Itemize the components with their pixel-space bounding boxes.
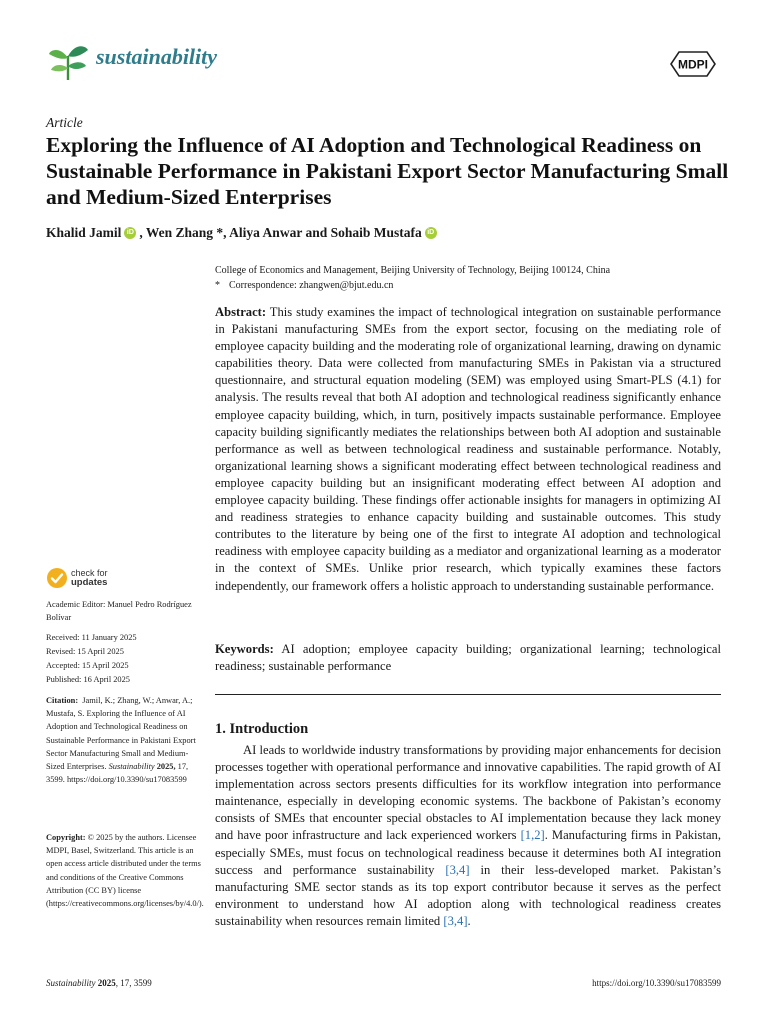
citation-doi[interactable]: 17, 3599. https://doi.org/10.3390/su17083599 bbox=[46, 762, 189, 785]
correspondence-mark: * bbox=[215, 280, 220, 291]
keywords bbox=[215, 641, 721, 675]
footer-citation bbox=[46, 978, 152, 988]
mdpi-logo-text: MDPI bbox=[678, 57, 708, 72]
author-list-rest[interactable]: , Wen Zhang *, Aliya Anwar and Sohaib Mustafa bbox=[139, 225, 422, 240]
abstract-text: This study examines the impact of technological integration on sustainable performance in Pakistani manufacturing SMEs from the export sector, focusing on the mediating role of employee capacity building and the moderating role of organizational learning, drawing on dynamic capabilities theory. Data were collected from manufacturing SMEs in Pakistan via a structured questionnaire, and structural equation modeling (SEM) was employed using Smart-PLS (4.1) for analysis. The results reveal that both AI adoption and technological readiness significantly enhance employee capacity building, which, in turn, positively impacts sustainable performance. Employee capacity building significantly mediates the relationships between both AI adoption and sustainable performance as well as between technological readiness and sustainable performance. Notably, organizational learning shows a significant moderating effect between technological readiness and employee capacity building but an insignificant moderating effect between AI adoption and employee capacity building. These findings offer actionable insights for managers in optimizing AI and readiness strategies to enhance capacity building and sustainable outcomes. This study contributes to the literature by being one of the first to integrate AI adoption and technological readiness with employee capacity building as a mediator and organizational learning as a moderator in the context of SMEs. Unlike prior research, which typically examines these factors independently, our framework offers a holistic approach to understanding sustainable performance. bbox=[215, 305, 721, 593]
intro-text: . Manufacturing firms in Pakistan, especially SMEs, must focus on technological readiness because it determines both AI integration success and performance sustainability bbox=[215, 828, 721, 877]
intro-text: in their less-developed market. Pakistan’s manufacturing SME sector stands as its top export contributor because it serves as the perfect environment to understand how AI adoption along with technological readiness creates sustainability when resources remain limited bbox=[215, 862, 721, 928]
abstract bbox=[215, 304, 721, 595]
citation-text: Jamil, K.; Zhang, W.; Anwar, A.; Mustafa, S. Exploring the Influence of AI Adoption and Technological Readiness on Sustainable Performance in Pakistani Export Sector Manufacturing Small and Medium-Sized Enterprises. bbox=[46, 696, 196, 772]
orcid-icon[interactable]: iD bbox=[124, 227, 136, 239]
correspondence-line bbox=[215, 278, 735, 293]
mdpi-logo-icon[interactable] bbox=[665, 50, 721, 78]
affiliations bbox=[215, 263, 735, 293]
author-khalid-jamil[interactable]: Khalid Jamil bbox=[46, 225, 122, 240]
introduction-paragraph bbox=[215, 742, 721, 930]
citation-label: Citation: bbox=[46, 696, 79, 705]
author-list bbox=[46, 225, 440, 241]
correspondence-email[interactable]: Correspondence: zhangwen@bjut.edu.cn bbox=[229, 280, 394, 291]
intro-text: . bbox=[467, 913, 471, 928]
check-line2: updates bbox=[71, 577, 108, 588]
citation-journal: Sustainability bbox=[108, 762, 155, 772]
copyright-label: Copyright: bbox=[46, 833, 86, 842]
footer-doi-link[interactable]: https://doi.org/10.3390/su17083599 bbox=[592, 978, 721, 988]
citation-link[interactable]: [3,4] bbox=[443, 913, 468, 928]
citation-link[interactable]: [3,4] bbox=[445, 862, 470, 877]
check-for-updates-text bbox=[71, 569, 108, 587]
article-type: Article bbox=[46, 115, 83, 130]
copyright-text: © 2025 by the authors. Licensee MDPI, Basel, Switzerland. This article is an open access article distributed under the terms and conditions of the Creative Commons Attribution (CC BY) license (https://creativecommons.org/licenses/by/4.0/). bbox=[46, 833, 204, 909]
history-accepted: Accepted: 15 April 2025 bbox=[46, 661, 129, 670]
citation-year: 2025, bbox=[156, 762, 176, 772]
history-revised: Revised: 15 April 2025 bbox=[46, 647, 124, 656]
citation-link[interactable]: [1,2] bbox=[520, 828, 545, 843]
citation-block bbox=[46, 694, 206, 786]
check-for-updates-badge[interactable] bbox=[46, 567, 108, 589]
affiliation-institution: College of Economics and Management, Beijing University of Technology, Beijing 100124, China bbox=[215, 265, 611, 276]
orcid-icon[interactable]: iD bbox=[425, 227, 437, 239]
footer-year: 2025 bbox=[97, 978, 116, 988]
footer-journal: Sustainability bbox=[46, 978, 96, 988]
section-heading-introduction: 1. Introduction bbox=[215, 721, 309, 737]
footer-volume: , 17, 3599 bbox=[115, 978, 152, 988]
copyright-block bbox=[46, 831, 206, 910]
keywords-text: AI adoption; employee capacity building; organizational learning; technological readiness; sustainable performance bbox=[215, 642, 721, 674]
history-received: Received: 11 January 2025 bbox=[46, 633, 137, 642]
sustainability-leaf-logo-icon bbox=[46, 40, 90, 84]
check-for-updates-icon bbox=[46, 567, 68, 589]
academic-editor: Academic Editor: Manuel Pedro Rodríguez Bolívar bbox=[46, 600, 192, 623]
journal-name[interactable]: sustainability bbox=[96, 44, 218, 69]
intro-text: AI leads to worldwide industry transformations by providing major enhancements for decision processes together with operational performance and innovative capabilities. The rapid growth of AI implementation across sectors presents difficulties for its workflow integration into performance maintenance, especially in developing economic systems. The backbone of Pakistan’s economy consists of SMEs that encounter special obstacles to AI implementation because they lack money and have poor infrastructure and lack experienced workers bbox=[215, 743, 721, 843]
keywords-label: Keywords: bbox=[215, 642, 274, 656]
article-title: Exploring the Influence of AI Adoption and Technological Readiness on Sustainable Performance in Pakistani Export Sector Manufacturing Small and Medium-Sized Enterprises bbox=[46, 133, 729, 209]
section-divider bbox=[215, 694, 721, 695]
check-line1: check for bbox=[71, 568, 108, 578]
history-published: Published: 16 April 2025 bbox=[46, 675, 130, 684]
abstract-label: Abstract: bbox=[215, 305, 267, 319]
